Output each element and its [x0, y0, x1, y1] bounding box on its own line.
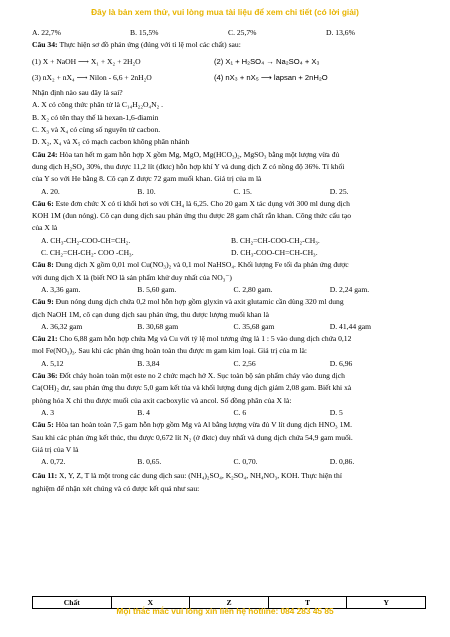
option-c: C. CH₂=CH-CH₂- COO -CH₃. — [41, 248, 134, 258]
option-a: A. CH₃-CH₂-COO-CH=CH₂. — [41, 235, 131, 245]
question-label: Câu 24: — [32, 149, 58, 159]
option-d: D. 2,24 gam. — [329, 284, 370, 294]
question-line: Giá trị của V là — [32, 444, 79, 454]
question-ask: Nhận định nào sau đây là sai? — [32, 88, 123, 98]
question-line: Sau khi các phản ứng kết thúc, thu được 0,672 lít N₂ (ở đktc) duy nhất và dung dịch chứa 54,9 gam muối. — [32, 432, 353, 442]
option-a: A. 22,7% — [32, 28, 61, 37]
answer-options — [32, 284, 426, 296]
question-9 — [32, 296, 426, 308]
option-c: C. 25,7% — [228, 28, 257, 37]
question-36 — [32, 370, 426, 382]
table-header: Z — [190, 597, 269, 609]
option-d: D. 0,86. — [329, 457, 355, 467]
answer-options — [32, 456, 426, 468]
question-line: X, Y, Z, T là một trong các dung dịch sau: (NH₄)₂SO₄, K₂SO₄, NH₄NO₃, KOH. Thực hiện thí — [59, 471, 342, 481]
question-line: mol Fe(NO₃)₃. Sau khi các phản ứng hoàn toàn thu được m gam kim loại. Giá trị của m là: — [32, 346, 308, 356]
option-d: D. 6,96 — [329, 358, 353, 368]
option-b: B. CH₂=CH-COO-CH₂-CH₃. — [231, 235, 320, 245]
option-d: D. 25. — [329, 186, 349, 196]
question-34 — [32, 39, 426, 51]
reaction-row — [32, 72, 426, 84]
option-b: B. 0,65. — [137, 457, 162, 467]
answer-options — [32, 407, 426, 419]
question-line: của Y so với He bằng 8. Cô cạn Z được 72 gam muối khan. Giá trị của m là — [32, 174, 262, 184]
option-a: A. 20. — [41, 186, 60, 196]
question-line: Đốt cháy hoàn toàn một este no 2 chức mạch hở X. Sục toàn bộ sản phẩm cháy vào dung dịch — [59, 371, 345, 381]
question-line: Este đơn chức X có tỉ khối hơi so với CH₄ là 6,25. Cho 20 gam X tác dụng với 300 ml dung dịch — [55, 198, 350, 208]
question-8 — [32, 259, 426, 271]
reaction-3: (3) nX₂ + nX₄ ⟶ Nilon - 6,6 + 2nH₂O — [32, 72, 152, 82]
answer-options — [32, 247, 426, 259]
option-a: A. 5,12 — [41, 358, 64, 368]
reaction-2: (2) X₁ + H₂SO₄ → Na₂SO₄ + X₃ — [214, 56, 320, 66]
reaction-4: (4) nX₃ + nX₅ ⟶ lapsan + 2nH₂O — [214, 72, 328, 82]
question-label: Câu 21: — [32, 334, 58, 344]
option-c: C. 35,68 gam — [233, 321, 275, 331]
question-line: với dung dịch X là (biết NO là sản phẩm khử duy nhất của NO₃⁻) — [32, 272, 232, 282]
hotline-footer: Mọi thắc mắc vui lòng xin liên hệ hotline: 084 283 45 85 — [116, 606, 334, 616]
answer-options — [32, 358, 426, 370]
question-5 — [32, 419, 426, 431]
question-line: Hòa tan hoàn toàn 7,5 gam hỗn hợp gồm Mg và Al bằng lượng vừa đủ V lít dung dịch HNO₃ 1M. — [55, 420, 353, 430]
option-c: C. 0,70. — [233, 457, 258, 467]
option-a: A. 3 — [41, 407, 55, 417]
question-line: phòng hóa X chỉ thu được muối của axit cacboxylic và ancol. Số đồng phân của X là: — [32, 395, 292, 405]
option-a: A. X có công thức phân tử là C₁₄H₂₂O₄N₂ . — [32, 100, 164, 110]
option-a: A. 36,32 gam — [41, 321, 83, 331]
answer-options — [32, 27, 426, 39]
option-c: C. 2,56 — [233, 358, 256, 368]
question-line: Đun nóng dung dịch chứa 0,2 mol hỗn hợp gồm glyxin và axit glutamic cần dùng 320 ml dung — [55, 297, 344, 307]
question-line: Hòa tan hết m gam hỗn hợp X gồm Mg, MgO, Mg(HCO₃)₂, MgSO₃ bằng một lượng vừa đủ — [59, 149, 340, 159]
option-d: D. 5 — [329, 407, 343, 417]
option-d: D. 41,44 gam — [329, 321, 372, 331]
question-content — [32, 27, 426, 495]
option-c: C. 15. — [233, 186, 252, 196]
question-line: dung dịch H₂SO₄ 30%, thu được 11,2 lít (đktc) hỗn hợp khí Y và dung dịch Z có nồng độ 36%. Tỉ khối — [32, 161, 345, 171]
table-header: Y — [347, 597, 426, 609]
table-header: T — [268, 597, 347, 609]
question-stem: Thực hiện sơ đồ phản ứng (đúng với tỉ lệ mol các chất) sau: — [59, 40, 241, 50]
question-line: của X là — [32, 223, 58, 233]
option-b: B. 30,68 gam — [137, 321, 179, 331]
table-header: Chất — [33, 597, 112, 609]
option-b: B. 3,84 — [137, 358, 160, 368]
question-label: Câu 9: — [32, 297, 54, 307]
option-b: B. 5,60 gam. — [137, 284, 177, 294]
question-21 — [32, 333, 426, 345]
option-d: D. CH₃-COO-CH=CH-CH₃. — [231, 248, 318, 258]
table-header: X — [111, 597, 190, 609]
answer-options — [32, 235, 426, 247]
option-b: B. 10. — [137, 186, 156, 196]
option-d: D. 13,6% — [326, 28, 355, 37]
question-line: nghiệm để nhận xét chúng và có được kết quả như sau: — [32, 483, 200, 493]
reaction-1: (1) X + NaOH ⟶ X₁ + X₂ + 2H₂O — [32, 56, 141, 66]
question-line: dịch NaOH 1M, cô cạn dung dịch sau phản ứng, thu được lượng muối khan là — [32, 309, 269, 319]
preview-banner: Đây là bản xem thử, vui lòng mua tài liệu để xem chi tiết (có lời giải) — [91, 7, 359, 17]
answer-options — [32, 186, 426, 198]
question-label: Câu 8: — [32, 260, 54, 270]
option-c: C. 6 — [233, 407, 247, 417]
option-a: A. 0,72. — [41, 457, 66, 467]
question-11 — [32, 470, 426, 482]
question-6 — [32, 198, 426, 210]
reaction-row — [32, 56, 426, 68]
option-c: C. X₃ và X₄ có cùng số nguyên tử cacbon. — [32, 125, 161, 135]
question-line: Dung dịch X gồm 0,01 mol Cu(NO₃)₂ và 0,1 mol NaHSO₄. Khối lượng Fe tối đa phản ứng được — [55, 260, 349, 270]
question-24 — [32, 149, 426, 161]
option-a: A. 3,36 gam. — [41, 284, 81, 294]
option-d: D. X₂, X₄ và X₅ có mạch cacbon không phân nhánh — [32, 137, 190, 147]
question-label: Câu 6: — [32, 198, 54, 208]
option-b: B. X₂ có tên thay thế là hexan-1,6-điamin — [32, 112, 159, 122]
option-c: C. 2,80 gam. — [233, 284, 273, 294]
question-label: Câu 11: — [32, 471, 58, 481]
option-b: B. 4 — [137, 407, 150, 417]
question-label: Câu 34: — [32, 40, 58, 50]
question-line: Cho 6,88 gam hỗn hợp chứa Mg và Cu với tỷ lệ mol tương ứng là 1 : 5 vào dung dịch chứa 0,12 — [59, 334, 352, 344]
question-label: Câu 36: — [32, 371, 58, 381]
question-label: Câu 5: — [32, 420, 54, 430]
answer-options — [32, 321, 426, 333]
option-b: B. 15,5% — [130, 28, 159, 37]
question-line: KOH 1M (đun nóng). Cô cạn dung dịch sau phản ứng thu được 28 gam chất rắn khan. Công thức cấu tạo — [32, 211, 351, 221]
question-line: Ca(OH)₂ dư, sau phản ứng thu được 5,0 gam kết tủa và khối lượng dung dịch giảm 2,08 gam. Biết khi xà — [32, 383, 352, 393]
